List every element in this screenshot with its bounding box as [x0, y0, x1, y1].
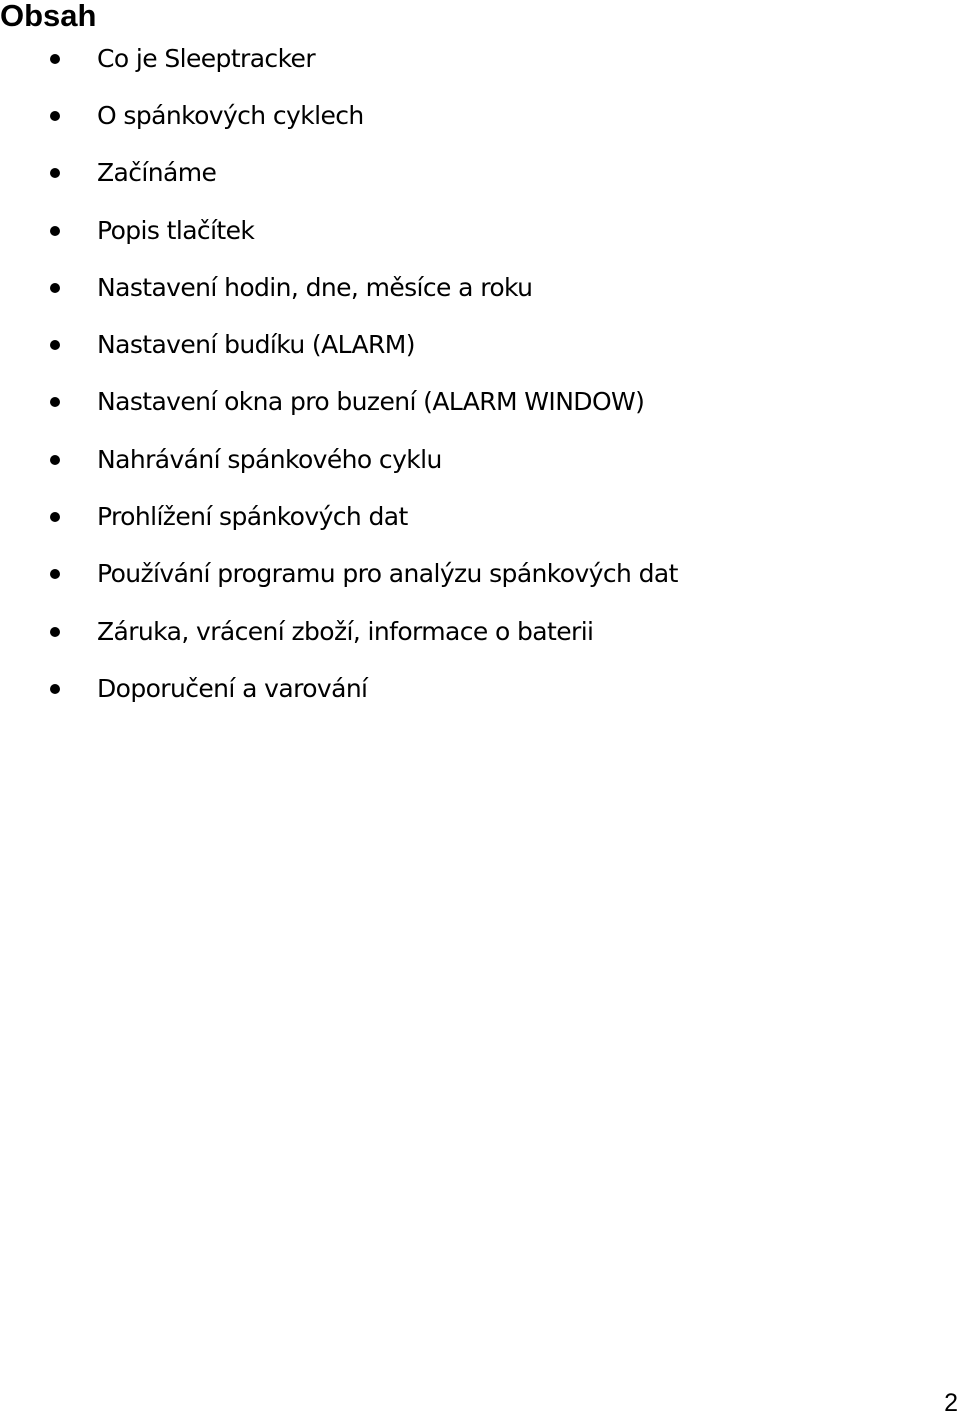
toc-item-label: Nastavení okna pro buzení (ALARM WINDOW)	[97, 387, 645, 417]
bullet-icon	[50, 397, 60, 407]
toc-item-label: Začínáme	[97, 158, 217, 188]
bullet-icon	[50, 684, 60, 694]
toc-item-label: Nastavení hodin, dne, měsíce a roku	[97, 272, 533, 302]
toc-item-label: O spánkových cyklech	[97, 100, 364, 130]
page-number: 2	[944, 1389, 958, 1417]
bullet-icon	[50, 455, 60, 465]
page-title: Obsah	[0, 0, 97, 33]
toc-item-label: Prohlížení spánkových dat	[97, 502, 408, 532]
toc-item-label: Nahrávání spánkového cyklu	[97, 444, 442, 474]
bullet-icon	[50, 168, 60, 178]
bullet-icon	[50, 569, 60, 579]
toc-item-label: Co je Sleeptracker	[97, 43, 316, 73]
bullet-icon	[50, 340, 60, 350]
toc-item-label: Používání programu pro analýzu spánkových dat	[97, 559, 678, 589]
bullet-icon	[50, 627, 60, 637]
bullet-icon	[50, 54, 60, 64]
toc-item-label: Doporučení a varování	[97, 673, 368, 703]
toc-item-label: Popis tlačítek	[97, 215, 255, 245]
bullet-icon	[50, 512, 60, 522]
bullet-icon	[50, 226, 60, 236]
toc-item-label: Nastavení budíku (ALARM)	[97, 330, 415, 360]
toc-item-label: Záruka, vrácení zboží, informace o baterii	[97, 616, 594, 646]
bullet-icon	[50, 283, 60, 293]
bullet-icon	[50, 111, 60, 121]
